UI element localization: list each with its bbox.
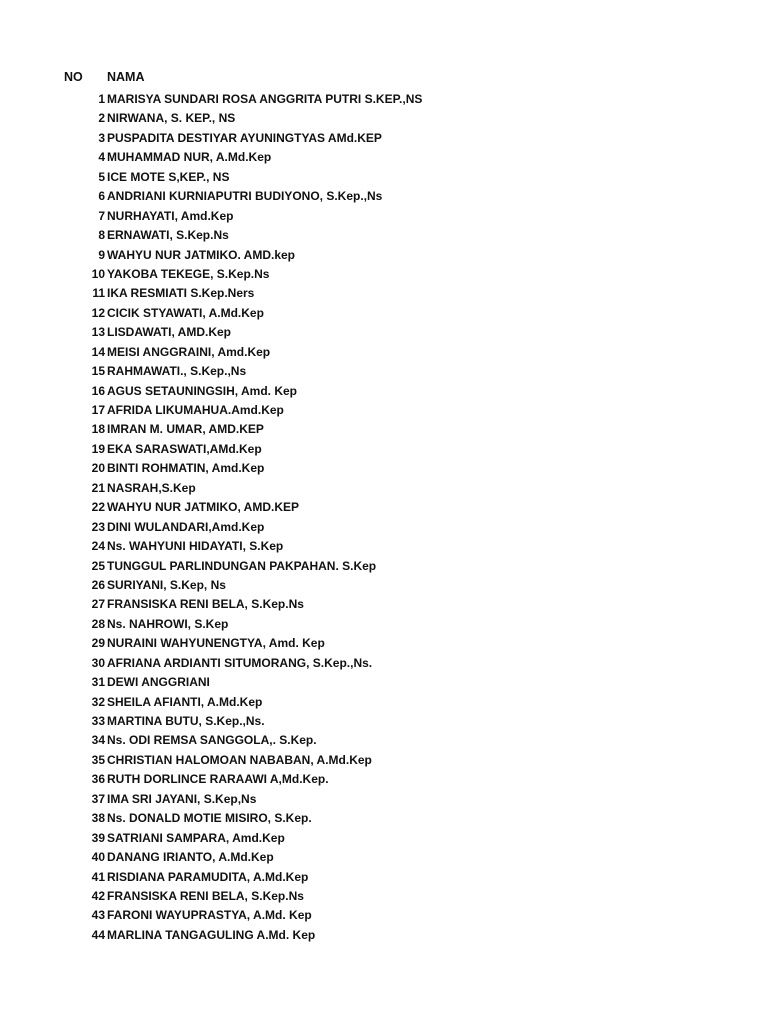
- list-item: [0, 343, 768, 362]
- list-item: [0, 323, 768, 342]
- row-number: 26: [91, 577, 105, 592]
- row-number: 4: [98, 150, 105, 165]
- row-number: 13: [91, 325, 105, 340]
- row-number: 43: [91, 908, 105, 923]
- row-number: 33: [91, 714, 105, 728]
- row-name: SURIYANI, S.Kep, Ns: [107, 577, 226, 592]
- row-name: IKA RESMIATI S.Kep.Ners: [107, 286, 255, 301]
- row-number: 20: [91, 461, 105, 476]
- row-name: NURAINI WAHYUNENGTYA, Amd. Kep: [107, 636, 325, 651]
- list-item: [0, 284, 768, 303]
- list-item: [0, 129, 768, 148]
- row-name: RISDIANA PARAMUDITA, A.Md.Kep: [107, 869, 309, 884]
- row-name: WAHYU NUR JATMIKO. AMD.kep: [107, 247, 296, 262]
- row-name: Ns. NAHROWI, S.Kep: [107, 616, 229, 631]
- list-item: [0, 401, 768, 420]
- row-number: 9: [98, 247, 105, 262]
- row-number: 10: [91, 266, 105, 281]
- list-item: [0, 440, 768, 459]
- row-name: IMA SRI JAYANI, S.Kep,Ns: [107, 791, 257, 806]
- row-number: 37: [91, 791, 105, 806]
- row-name: ERNAWATI, S.Kep.Ns: [107, 228, 229, 243]
- row-name: MEISI ANGGRAINI, Amd.Kep: [107, 344, 271, 359]
- list-item: [0, 207, 768, 226]
- row-name: LISDAWATI, AMD.Kep: [107, 325, 231, 340]
- list-item: [0, 109, 768, 128]
- row-name: YAKOBA TEKEGE, S.Kep.Ns: [107, 266, 270, 281]
- row-name: MARTINA BUTU, S.Kep.,Ns.: [107, 714, 265, 728]
- list-item: [0, 246, 768, 265]
- row-name: DANANG IRIANTO, A.Md.Kep: [107, 850, 274, 865]
- row-name: FARONI WAYUPRASTYA, A.Md. Kep: [107, 908, 312, 923]
- row-number: 42: [91, 888, 105, 903]
- list-item: [0, 168, 768, 187]
- list-item: [0, 693, 768, 712]
- row-number: 41: [91, 869, 105, 884]
- list-item: [0, 595, 768, 614]
- list-item: [0, 362, 768, 381]
- row-number: 22: [91, 500, 105, 515]
- list-item: [0, 790, 768, 809]
- list-item: [0, 187, 768, 206]
- row-name: MARLINA TANGAGULING A.Md. Kep: [107, 927, 316, 942]
- row-number: 17: [91, 403, 105, 417]
- name-list: [0, 90, 768, 945]
- list-item: [0, 673, 768, 692]
- row-name: AGUS SETAUNINGSIH, Amd. Kep: [107, 383, 298, 398]
- list-item: [0, 479, 768, 498]
- row-name: FRANSISKA RENI BELA, S.Kep.Ns: [107, 597, 304, 612]
- row-name: ICE MOTE S,KEP., NS: [107, 169, 230, 184]
- list-item: [0, 615, 768, 634]
- list-item: [0, 634, 768, 653]
- row-name: RUTH DORLINCE RARAAWI A,Md.Kep.: [107, 772, 329, 787]
- list-item: [0, 654, 768, 673]
- list-item: [0, 148, 768, 167]
- row-number: 7: [98, 208, 105, 223]
- row-number: 39: [91, 830, 105, 845]
- row-name: RAHMAWATI., S.Kep.,Ns: [107, 364, 247, 379]
- table-header: [0, 70, 768, 88]
- row-number: 44: [91, 927, 105, 942]
- row-name: Ns. WAHYUNI HIDAYATI, S.Kep: [107, 539, 284, 554]
- row-number: 30: [91, 655, 105, 670]
- row-name: Ns. ODI REMSA SANGGOLA,. S.Kep.: [107, 733, 317, 748]
- list-item: [0, 926, 768, 945]
- list-item: [0, 906, 768, 925]
- column-header-no: NO: [64, 70, 83, 84]
- list-item: [0, 304, 768, 323]
- row-name: SHEILA AFIANTI, A.Md.Kep: [107, 694, 263, 709]
- list-item: [0, 498, 768, 517]
- row-number: 6: [98, 189, 105, 204]
- row-number: 12: [91, 305, 105, 320]
- row-number: 34: [91, 733, 105, 748]
- row-name: AFRIANA ARDIANTI SITUMORANG, S.Kep.,Ns.: [107, 655, 373, 670]
- list-item: [0, 809, 768, 828]
- row-number: 5: [98, 169, 105, 184]
- row-number: 28: [91, 616, 105, 631]
- list-item: [0, 731, 768, 750]
- row-name: EKA SARASWATI,AMd.Kep: [107, 441, 262, 456]
- row-number: 16: [91, 383, 105, 398]
- row-name: DINI WULANDARI,Amd.Kep: [107, 519, 265, 534]
- row-number: 23: [91, 519, 105, 534]
- row-number: 8: [98, 228, 105, 243]
- list-item: [0, 459, 768, 478]
- row-name: IMRAN M. UMAR, AMD.KEP: [107, 422, 264, 437]
- list-item: [0, 265, 768, 284]
- list-item: [0, 420, 768, 439]
- row-number: 15: [91, 364, 105, 379]
- list-item: [0, 382, 768, 401]
- row-name: CICIK STYAWATI, A.Md.Kep: [107, 305, 264, 320]
- list-item: [0, 90, 768, 109]
- row-number: 29: [91, 636, 105, 651]
- row-number: 18: [91, 422, 105, 437]
- row-name: PUSPADITA DESTIYAR AYUNINGTYAS AMd.KEP: [107, 130, 382, 145]
- row-name: DEWI ANGGRIANI: [107, 675, 210, 690]
- row-name: Ns. DONALD MOTIE MISIRO, S.Kep.: [107, 811, 312, 826]
- row-number: 32: [91, 694, 105, 709]
- row-number: 24: [91, 539, 105, 554]
- row-number: 1: [98, 92, 105, 106]
- row-name: CHRISTIAN HALOMOAN NABABAN, A.Md.Kep: [107, 752, 372, 767]
- list-item: [0, 770, 768, 789]
- row-number: 2: [98, 111, 105, 126]
- row-name: TUNGGUL PARLINDUNGAN PAKPAHAN. S.Kep: [107, 558, 377, 573]
- row-number: 35: [91, 752, 105, 767]
- row-name: MUHAMMAD NUR, A.Md.Kep: [107, 150, 272, 165]
- row-name: BINTI ROHMATIN, Amd.Kep: [107, 461, 265, 476]
- list-item: [0, 537, 768, 556]
- row-number: 25: [91, 558, 105, 573]
- row-name: FRANSISKA RENI BELA, S.Kep.Ns: [107, 888, 304, 903]
- row-name: AFRIDA LIKUMAHUA.Amd.Kep: [107, 403, 284, 417]
- row-name: NIRWANA, S. KEP., NS: [107, 111, 236, 126]
- row-number: 21: [91, 480, 105, 495]
- list-item: [0, 751, 768, 770]
- list-item: [0, 868, 768, 887]
- row-number: 40: [91, 850, 105, 865]
- row-name: WAHYU NUR JATMIKO, AMD.KEP: [107, 500, 299, 515]
- row-number: 27: [91, 597, 105, 612]
- list-item: [0, 518, 768, 537]
- list-item: [0, 712, 768, 731]
- list-item: [0, 829, 768, 848]
- row-number: 38: [91, 811, 105, 826]
- list-item: [0, 576, 768, 595]
- row-number: 3: [98, 130, 105, 145]
- row-name: SATRIANI SAMPARA, Amd.Kep: [107, 830, 285, 845]
- row-number: 11: [92, 286, 105, 301]
- row-name: MARISYA SUNDARI ROSA ANGGRITA PUTRI S.KEP.,NS: [107, 92, 423, 106]
- row-number: 14: [91, 344, 105, 359]
- row-name: ANDRIANI KURNIAPUTRI BUDIYONO, S.Kep.,Ns: [107, 189, 383, 204]
- column-header-nama: NAMA: [107, 70, 145, 84]
- list-item: [0, 226, 768, 245]
- row-name: NURHAYATI, Amd.Kep: [107, 208, 234, 223]
- row-name: NASRAH,S.Kep: [107, 480, 196, 495]
- row-number: 36: [91, 772, 105, 787]
- list-item: [0, 848, 768, 867]
- row-number: 19: [91, 441, 105, 456]
- list-item: [0, 887, 768, 906]
- row-number: 31: [91, 675, 105, 690]
- list-item: [0, 557, 768, 576]
